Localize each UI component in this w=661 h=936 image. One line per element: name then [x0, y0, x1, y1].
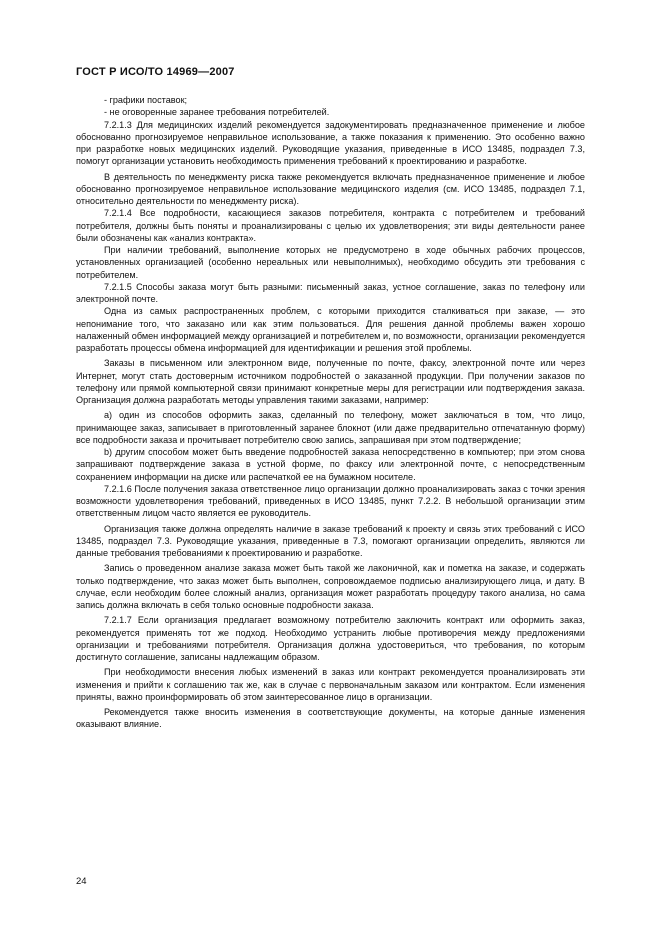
list-item-b-computer-entry: b) другим способом может быть введение подробностей заказа непосредственно в компьютер; при этом снова запрашивают подтверждение заказа в устной форме, по факсу или электронной почте, с непосредственным сохранением информации на диске или распечаткой ее на бумажном носителе.	[76, 447, 585, 482]
paragraph-7-2-1-5: 7.2.1.5 Способы заказа могут быть разными: письменный заказ, устное соглашение, заказ по телефону или электронной почте.	[76, 281, 585, 304]
paragraph-common-problems: Одна из самых распространенных проблем, с которыми приходится сталкиваться при заказе, — это непонимание того, что заказано или как этим пользоваться. Для решения данной проблемы важен хорошо налаженный обмен информацией между организацией и потребителем и, по возможности, организации рекомендуется разработать процессы обмена информацией для идентификации и решения этой проблемы.	[76, 306, 585, 353]
page-number: 24	[76, 876, 87, 887]
paragraph-written-orders: Заказы в письменном или электронном виде, полученные по почте, факсу, электронной почте или через Интернет, могут стать достоверным источником подробностей о заказанной продукции. При получении заказов по телефону или прямой компьютерной связи принимают конкретные меры для регистрации или подтверждения заказа. Организация должна разработать методы управления такими заказами, например:	[76, 358, 585, 405]
paragraph-7-2-1-7: 7.2.1.7 Если организация предлагает возможному потребителю заключить контракт или оформить заказ, рекомендуется применять тот же подход. Необходимо устранить любые противоречия между предложениями организации и требованиями потребителя. Организация должна удостовериться, что требования, по которым достигнуто соглашение, записаны надлежащим образом.	[76, 615, 585, 662]
paragraph-changes: При необходимости внесения любых изменений в заказ или контракт рекомендуется проанализировать эти изменения и прийти к соглашению так же, как в случае с первоначальным заказом или контрактом. Если изменения приняты, важно проинформировать об этом заинтересованное лицо в организации.	[76, 667, 585, 702]
document-header: ГОСТ Р ИСО/ТО 14969—2007	[76, 66, 235, 78]
list-item-a-phone-order: a) один из способов оформить заказ, сделанный по телефону, может заключаться в том, что лицо, принимающее заказ, записывает в приготовленный заранее блокнот (или даже предварительно отпечатанную форму) все подробности заказа и прочитывает потребителю свою запись, запрашивая при этом подтверждение;	[76, 410, 585, 445]
paragraph-design-requirements: Организация также должна определять наличие в заказе требований к проекту и связь этих требований с ИСО 13485, подраздел 7.3. Руководящие указания, приведенные в 7.3, помогают организации определить, являются ли данные требования требованиями к проектированию и разработке.	[76, 523, 585, 558]
paragraph-7-2-1-4: 7.2.1.4 Все подробности, касающиеся заказов потребителя, контракта с потребителем и требований потребителя, должны быть поняты и проанализированы с целью их удовлетворения; эти виды деятельности ранее были обозначены как «анализ контракта».	[76, 208, 585, 243]
paragraph-7-2-1-6: 7.2.1.6 После получения заказа ответственное лицо организации должно проанализировать заказ с точки зрения возможности удовлетворения требований, приведенных в ИСО 13485, пункт 7.2.2. В небольшой организации этим ответственным лицом часто является ее руководитель.	[76, 483, 585, 519]
list-item-unspecified-requirements: - не оговоренные заранее требования потребителей.	[104, 107, 330, 118]
paragraph-risk-management: В деятельность по менеджменту риска также рекомендуется включать предназначенное применение и любое обоснованно прогнозируемое неправильное использование медицинского изделия (см. ИСО 13485, подраздел 7.1, относительно деятельности по менеджменту риска).	[76, 171, 585, 206]
paragraph-review-record: Запись о проведенном анализе заказа может быть такой же лаконичной, как и пометка на заказе, и содержать только подтверждение, что заказ может быть выполнен, сопровождаемое подписью анализирующего лица, и дату. В случае, если необходим более сложный анализ, организация может разработать процедуру такого анализа, но сама запись должна включать в себя только основные подробности заказа.	[76, 563, 585, 610]
paragraph-document-updates: Рекомендуется также вносить изменения в соответствующие документы, на которые данные изменения оказывают влияние.	[76, 707, 585, 730]
paragraph-unusual-requirements: При наличии требований, выполнение которых не предусмотрено в ходе обычных рабочих процессов, установленных организацией (особенно нереальных или невыполнимых), необходимо обсудить эти требования с потребителем.	[76, 245, 585, 280]
document-body	[76, 94, 585, 731]
paragraph-7-2-1-3: 7.2.1.3 Для медицинских изделий рекомендуется задокументировать предназначенное применение и любое обоснованно прогнозируемое неправильное использование, а также показания к применению. Это особенно важно при разработке новых медицинских изделий. Руководящие указания, приведенные в ИСО 13485, подраздел 7.3, помогут организации установить необходимость применения требований к проектированию и разработке.	[76, 119, 585, 167]
list-item-delivery-schedules: - графики поставок;	[104, 95, 188, 105]
